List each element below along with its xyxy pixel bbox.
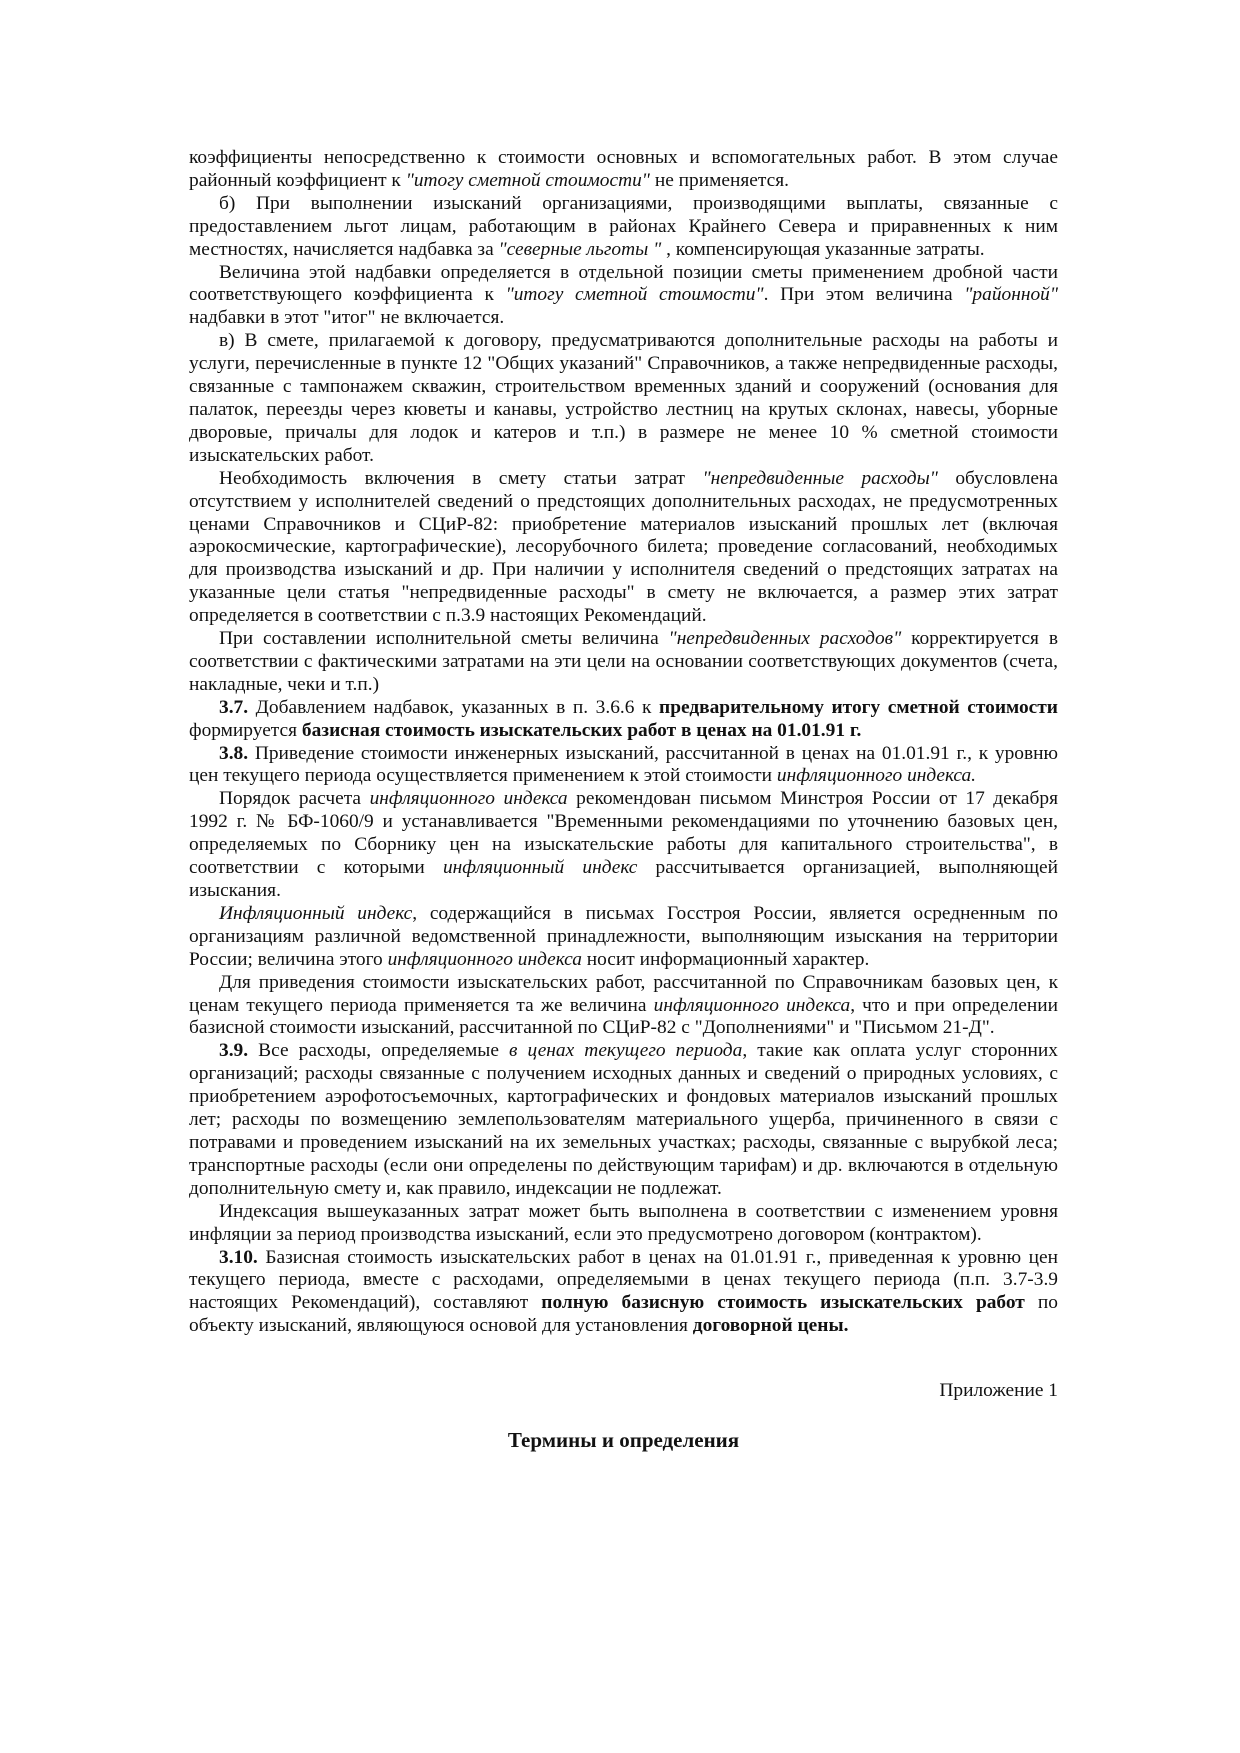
- text-run: б) При выполнении изысканий организациями, производящими выплаты, связанные с предоставлением льгот лицам, работающим в районах Крайнего Севера и приравненных к ним местностях, начисляется надбавка за: [189, 192, 1058, 260]
- text-run: в) В смете, прилагаемой к договору, предусматриваются дополнительные расходы на работы и услуги, перечисленные в пункте 12 "Общих указаний" Справочников, а также непредвиденные расходы, связанные с тампонажем скважин, строительством временных зданий и сооружений (основания для палаток, переезды через кюветы и канавы, устройство лестниц на крутых склонах, навесы, уборные дворовые, причалы для лодок и катеров и т.п.) в размере не менее 10 % сметной стоимости изыскательских работ.: [189, 330, 1058, 466]
- paragraph: [189, 1247, 1058, 1339]
- text-run: Величина этой надбавки определяется в отдельной позиции сметы применением дробной части соответствующего коэффициента к: [189, 261, 1058, 306]
- paragraph: [189, 330, 1058, 467]
- italic-text: инфляционный индекс: [442, 857, 638, 879]
- text-run: Приведение стоимости инженерных изысканий, рассчитанной в ценах на 01.01.91 г., к уровню цен текущего периода осуществляется применением к этой стоимости: [189, 742, 1058, 787]
- paragraph: [189, 788, 1058, 903]
- paragraph: [189, 903, 1058, 972]
- paragraph: [189, 1201, 1058, 1247]
- text-run: носит информационный характер.: [581, 948, 870, 970]
- text-run: , что и при определении базисной стоимости изысканий, рассчитанной по СЦиР-82 с "Дополнениями" и "Письмом 21-Д".: [189, 994, 1058, 1039]
- italic-text: "районной": [964, 284, 1058, 306]
- text-run: корректируется в соответствии с фактическими затратами на эти цели на основании соответствующих документов (счета, накладные, чеки и т.п.): [189, 628, 1059, 695]
- text-run: Все расходы, определяемые: [248, 1040, 510, 1062]
- paragraph: [189, 193, 1058, 262]
- paragraph: [189, 262, 1058, 331]
- bold-text: предварительному итогу сметной стоимости: [659, 696, 1058, 718]
- document-page: [189, 147, 1058, 1452]
- paragraph: [189, 468, 1058, 628]
- text-run: Индексация вышеуказанных затрат может быть выполнена в соответствии с изменением уровня инфляции за период производства изысканий, если это предусмотрено договором (контрактом).: [189, 1200, 1058, 1245]
- document-body: [189, 147, 1058, 1338]
- text-run: надбавки в этот "итог" не включается.: [189, 307, 505, 329]
- bold-text: 3.9.: [219, 1040, 249, 1062]
- text-run: Добавлением надбавок, указанных в п. 3.6.6 к: [248, 696, 660, 718]
- paragraph: [189, 743, 1058, 789]
- text-run: Для приведения стоимости изыскательских работ, рассчитанной по Справочникам базовых цен, к ценам текущего периода применяется та же величина: [189, 971, 1058, 1016]
- text-run: Необходимость включения в смету статьи затрат: [219, 467, 703, 489]
- italic-text: инфляционного индекса.: [776, 765, 977, 787]
- section-heading: Термины и определения: [507, 1428, 740, 1453]
- paragraph: [189, 697, 1058, 743]
- bold-text: 3.8.: [219, 742, 249, 764]
- text-run: рассчитывается организацией, выполняющей изыскания.: [189, 857, 1058, 901]
- italic-text: в ценах текущего периода: [509, 1040, 743, 1062]
- italic-text: "северные льготы ": [498, 238, 662, 260]
- bold-text: базисная стоимость изыскательских работ в ценах на 01.01.91 г.: [301, 719, 862, 741]
- text-run: не применяется.: [649, 169, 789, 191]
- bold-text: 3.7.: [219, 696, 249, 718]
- text-run: Базисная стоимость изыскательских работ в ценах на 01.01.91 г., приведенная к уровню цен текущего периода, вместе с расходами, определяемыми в ценах текущего периода (п.п. 3.7-3.9 настоящих Рекомендаций), составляют: [189, 1246, 1058, 1314]
- italic-text: "итогу сметной стоимости": [405, 169, 650, 191]
- bold-text: 3.10.: [219, 1246, 258, 1268]
- text-run: . При этом величина: [763, 284, 965, 306]
- italic-text: "непредвиденных расходов": [668, 628, 902, 650]
- paragraph: [189, 972, 1058, 1041]
- text-run: Порядок расчета: [219, 788, 370, 810]
- text-run: обусловлена отсутствием у исполнителей сведений о предстоящих дополнительных расходах, не предусмотренных ценами Справочников и СЦиР-82: приобретение материалов изысканий прошлых лет (включая аэрокосмические, картографические), лесорубочного билета; проведение согласований, необходимых для производства изысканий и др. При наличии у исполнителя сведений о предстоящих затратах на указанные цели статья "непредвиденные расходы" в смету не включается, а размер этих затрат определяется в соответствии с п.3.9 настоящих Рекомендаций.: [189, 467, 1058, 627]
- bold-text: полную базисную стоимость изыскательских работ: [541, 1292, 1025, 1314]
- appendix-label: Приложение 1: [939, 1380, 1058, 1402]
- paragraph: [189, 1040, 1058, 1200]
- paragraph: [189, 147, 1058, 193]
- paragraph: [189, 628, 1058, 697]
- text-run: рекомендован письмом Минстроя России от 17 декабря 1992 г. № БФ-1060/9 и устанавливается "Временными рекомендациями по уточнению базовых цен, определяемых по Сборнику цен на изыскательские работы для капитального строительства", в соответствии с которыми: [189, 788, 1058, 879]
- text-run: , компенсирующая указанные затраты.: [661, 238, 985, 260]
- text-run: , содержащийся в письмах Госстроя России, является осредненным по организациям различной ведомственной принадлежности, выполняющим изыскания на территории России; величина этого: [189, 902, 1058, 970]
- italic-text: инфляционного индекса: [653, 994, 851, 1016]
- text-run: , такие как оплата услуг сторонних организаций; расходы связанные с получением исходных данных и сведений о природных условиях, с приобретением аэрофотосъемочных, картографических и фондовых материалов изысканий прошлых лет; расходы по возмещению землепользователям материального ущерба, причиненного в связи с потравами и проведением изысканий на их земельных участках; расходы, связанные с вырубкой леса; транспортные расходы (если они определены по действующим тарифам) и др. включаются в отдельную дополнительную смету и, как правило, индексации не подлежат.: [189, 1040, 1058, 1199]
- bold-text: договорной цены.: [692, 1315, 849, 1337]
- italic-text: "итогу сметной стоимости": [505, 284, 764, 306]
- text-run: формируется: [189, 719, 302, 741]
- italic-text: инфляционного индекса: [387, 948, 582, 970]
- text-run: коэффициенты непосредственно к стоимости основных и вспомогательных работ. В этом случае районный коэффициент к: [189, 147, 1058, 191]
- text-run: по объекту изысканий, являющуюся основой для установления: [189, 1292, 1058, 1337]
- italic-text: "непредвиденные расходы": [702, 467, 938, 489]
- spacer: [189, 1338, 1058, 1380]
- italic-text: инфляционного индекса: [369, 788, 568, 810]
- text-run: При составлении исполнительной сметы величина: [219, 628, 669, 650]
- italic-text: Инфляционный индекс: [219, 902, 413, 924]
